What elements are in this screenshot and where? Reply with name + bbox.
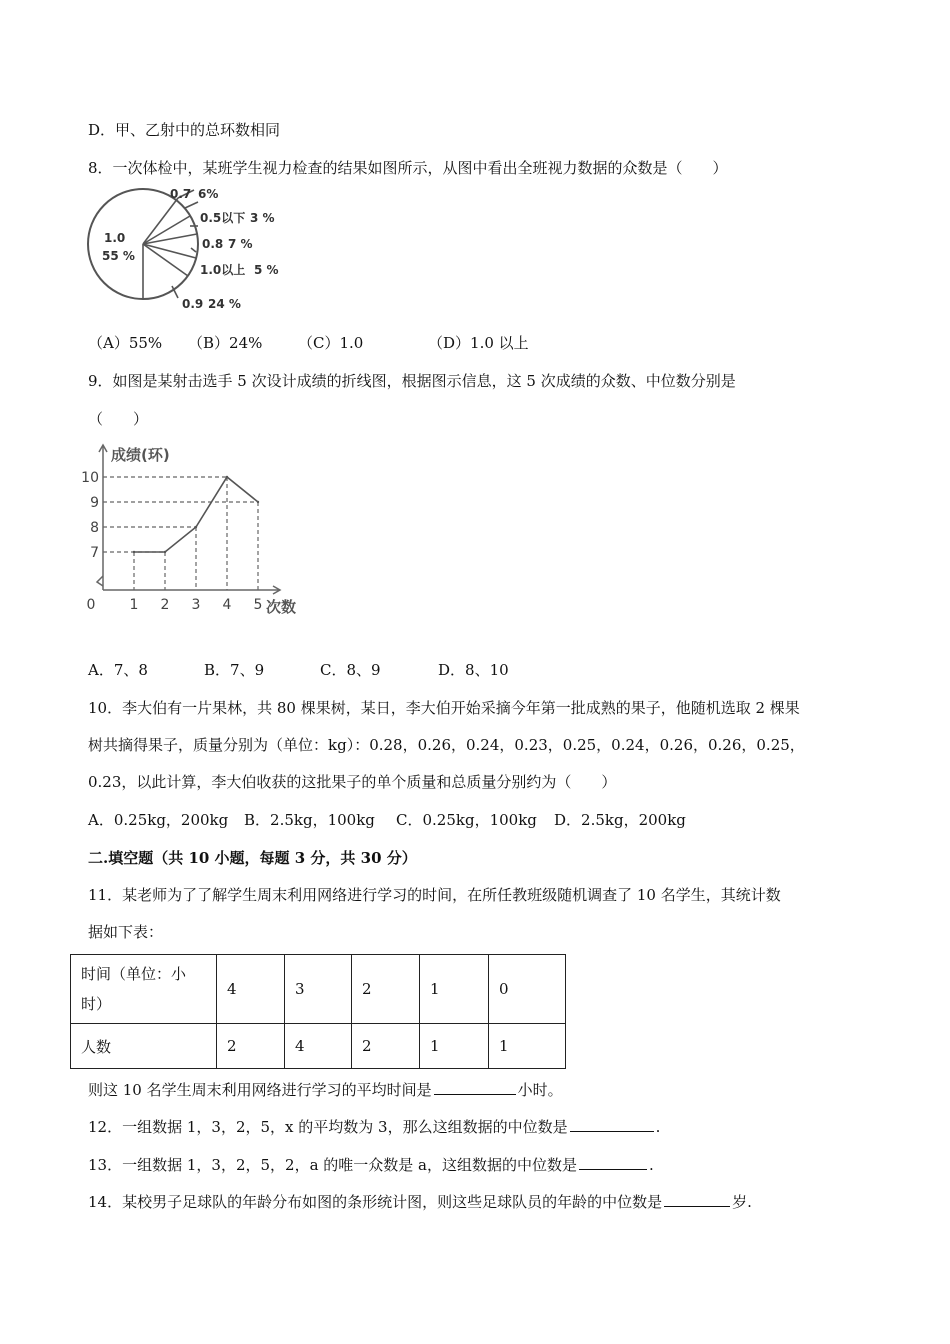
- pie-leader: [191, 248, 196, 252]
- table-cell: 2: [352, 955, 420, 1024]
- q9-option-b: B．7、9: [204, 661, 265, 679]
- q8-pie-chart: [88, 186, 288, 316]
- q12-answer-blank[interactable]: [570, 1115, 654, 1132]
- section-2-title: 二.填空题（共 10 小题，每题 3 分，共 30 分）: [88, 849, 417, 867]
- q13-end: .: [649, 1156, 654, 1174]
- x-tick-label: 3: [191, 597, 201, 613]
- q9-option-d: D．8、10: [438, 661, 509, 679]
- q10-option-a: A．0.25kg，200kg: [88, 811, 229, 829]
- pie-label-0-7: 0.7: [170, 187, 192, 201]
- q8-option-b: （B）24%: [188, 334, 263, 352]
- q11-answer-after: 小时。: [517, 1081, 563, 1099]
- q11-answer-before: 则这 10 名学生周末利用网络进行学习的平均时间是: [88, 1081, 432, 1099]
- q11-answer-line: [88, 1078, 563, 1100]
- pie-pct-0-8: 7 %: [228, 237, 253, 251]
- table-cell: 2: [217, 1024, 285, 1069]
- q10-option-d: D．2.5kg，200kg: [554, 811, 686, 829]
- q11-answer-blank[interactable]: [434, 1078, 516, 1095]
- q10-line2: 树共摘得果子，质量分别为（单位：kg）：0.28，0.26，0.24，0.23，0.25，0.24，0.26，0.26，0.25，: [88, 736, 805, 754]
- table-header-line2: 时）: [81, 995, 112, 1013]
- series-line: [134, 477, 258, 552]
- pie-leader: [185, 202, 198, 208]
- q11-line2: 据如下表：: [88, 923, 164, 941]
- pie-label-1-0: 1.0: [104, 231, 126, 245]
- y-tick-label: 8: [90, 520, 99, 536]
- q10-options: [88, 810, 686, 830]
- pie-divider: [143, 198, 178, 244]
- x-tick-label: 4: [222, 597, 232, 613]
- q13-answer-blank[interactable]: [579, 1153, 647, 1170]
- pie-divider: [143, 244, 188, 276]
- table-cell: 4: [285, 1024, 352, 1069]
- q9-option-c: C．8、9: [320, 661, 381, 679]
- y-tick-label: 10: [81, 470, 99, 486]
- q13-text: 13．一组数据 1，3，2，5，2，a 的唯一众数是 a，这组数据的中位数是: [88, 1156, 577, 1174]
- table-cell: 3: [285, 955, 352, 1024]
- q8-option-c: （C）1.0: [298, 334, 364, 352]
- table-row: [71, 955, 566, 1024]
- q10-line3: 0.23，以此计算，李大伯收获的这批果子的单个质量和总质量分别约为（ ）: [88, 773, 617, 791]
- q14-line: [88, 1190, 752, 1212]
- q8-option-a: （A）55%: [88, 334, 163, 352]
- table-cell: 4: [217, 955, 285, 1024]
- data-point: [164, 551, 166, 553]
- y-tick-label: 9: [90, 495, 99, 511]
- q14-end: 岁.: [732, 1193, 752, 1211]
- q13-line: [88, 1153, 654, 1175]
- pie-pct-0-7: 6%: [198, 187, 219, 201]
- q7-option-d: D．甲、乙射中的总环数相同: [88, 121, 281, 139]
- q12-end: .: [655, 1118, 661, 1136]
- data-point: [133, 551, 135, 553]
- q10-option-b: B．2.5kg，100kg: [244, 811, 375, 829]
- q9-stem: 9．如图是某射击选手 5 次设计成绩的折线图，根据图示信息，这 5 次成绩的众数、中位数分别是: [88, 372, 736, 390]
- data-point: [195, 526, 197, 528]
- x-tick-label: 2: [160, 597, 170, 613]
- pie-pct-0-9: 24 %: [208, 297, 241, 311]
- table-header-line1: 时间（单位：小: [81, 965, 187, 983]
- pie-divider: [143, 244, 196, 258]
- x-tick-label: 5: [253, 597, 263, 613]
- pie-label-0-8: 0.8: [202, 237, 224, 251]
- pie-pct-above-1-0: 5 %: [254, 263, 279, 277]
- table-cell: 人数: [71, 1024, 217, 1069]
- table-header-cell: [71, 955, 217, 1024]
- pie-label-0-9: 0.9: [182, 297, 204, 311]
- q14-text: 14．某校男子足球队的年龄分布如图的条形统计图，则这些足球队员的年龄的中位数是: [88, 1193, 663, 1211]
- q14-answer-blank[interactable]: [664, 1190, 730, 1207]
- q9-options: [88, 660, 509, 680]
- q12-line: [88, 1115, 660, 1137]
- y-tick-label: 7: [90, 545, 99, 561]
- x-tick-label: 0: [86, 597, 96, 613]
- q9-line-chart: [81, 440, 316, 620]
- table-cell: 2: [352, 1024, 420, 1069]
- data-point: [257, 501, 259, 503]
- table-cell: 0: [489, 955, 566, 1024]
- q12-text: 12．一组数据 1，3，2，5，x 的平均数为 3，那么这组数据的中位数是: [88, 1118, 568, 1136]
- q11-table: [70, 954, 566, 1069]
- q11-line1: 11．某老师为了了解学生周末利用网络进行学习的时间，在所任教班级随机调查了 10 名学生，其统计数: [88, 886, 781, 904]
- q10-option-c: C．0.25kg，100kg: [396, 811, 537, 829]
- q10-line1: 10．李大伯有一片果林，共 80 棵果树，某日，李大伯开始采摘今年第一批成熟的果子，他随机选取 2 棵果: [88, 699, 800, 717]
- table-row: [71, 1024, 566, 1069]
- pie-label-0-5: 0.5以下: [200, 211, 246, 225]
- pie-pct-0-5: 3 %: [250, 211, 275, 225]
- pie-pct-1-0: 55 %: [102, 249, 135, 263]
- q9-paren: （ ）: [88, 410, 149, 428]
- q8-option-d: （D）1.0 以上: [428, 334, 529, 352]
- x-axis-label: 次数: [266, 598, 297, 616]
- pie-label-above-1-0: 1.0以上: [200, 263, 246, 277]
- q8-stem: 8．一次体检中，某班学生视力检查的结果如图所示，从图中看出全班视力数据的众数是（ ）: [88, 159, 728, 177]
- q8-options: [88, 333, 529, 353]
- data-point: [226, 476, 228, 478]
- table-cell: 1: [420, 1024, 489, 1069]
- table-cell: 1: [489, 1024, 566, 1069]
- y-axis-label: 成绩(环): [111, 446, 170, 464]
- x-tick-label: 1: [129, 597, 139, 613]
- axis-break-mark: [97, 576, 103, 586]
- q9-option-a: A．7、8: [88, 661, 148, 679]
- table-cell: 1: [420, 955, 489, 1024]
